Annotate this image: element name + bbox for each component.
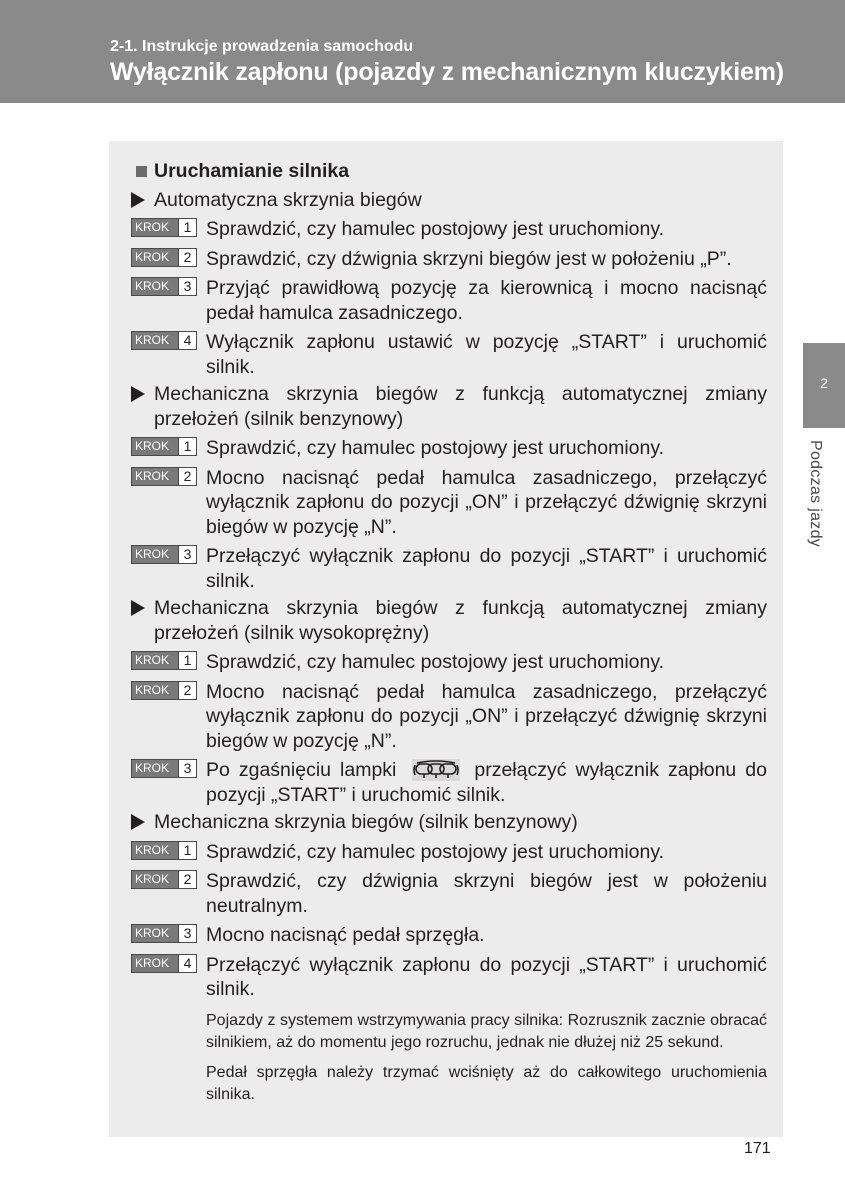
step-number: 4 xyxy=(178,332,196,349)
step-item xyxy=(131,680,767,754)
group-heading xyxy=(131,188,767,213)
step-item xyxy=(131,953,767,1002)
step-item xyxy=(131,840,767,865)
chapter-label: Podczas jazdy xyxy=(807,440,824,548)
notes xyxy=(206,1010,767,1106)
section-breadcrumb: 2-1. Instrukcje prowadzenia samochodu xyxy=(110,38,414,55)
step-number: 2 xyxy=(178,682,196,699)
note-paragraph: Pojazdy z systemem wstrzymywania pracy silnika: Rozrusznik zacznie obracać silnikiem, aż do momentu jego rozruchu, jednak nie dłużej niż 25 sekund. xyxy=(206,1011,767,1051)
step-badge xyxy=(131,331,197,350)
step-badge xyxy=(131,437,197,456)
step-badge xyxy=(131,759,197,778)
step-badge xyxy=(131,651,197,670)
note-paragraph: Pedał sprzęgła należy trzymać wciśnięty aż do całkowitego uruchomienia silnika. xyxy=(206,1063,767,1103)
step-number: 1 xyxy=(178,652,196,669)
step-badge xyxy=(131,681,197,700)
step-text: Przełączyć wyłącznik zapłonu do pozycji „START” i uruchomić silnik. xyxy=(206,953,767,1000)
triangle-bullet-icon xyxy=(131,814,145,830)
step-text: Sprawdzić, czy dźwignia skrzyni biegów jest w położeniu neutralnym. xyxy=(206,870,767,917)
step-text: Sprawdzić, czy hamulec postojowy jest uruchomiony. xyxy=(206,437,665,459)
step-item xyxy=(131,650,767,675)
section-title-text: Uruchamianie silnika xyxy=(154,160,350,182)
group-heading-text: Automatyczna skrzynia biegów xyxy=(154,188,422,211)
step-text: Sprawdzić, czy hamulec postojowy jest uruchomiony. xyxy=(206,651,665,673)
step-badge-word: KROK xyxy=(132,652,178,669)
group-heading xyxy=(131,810,767,835)
step-badge xyxy=(131,467,197,486)
step-number: 3 xyxy=(178,546,196,563)
step-badge-word: KROK xyxy=(132,955,178,972)
step-number: 3 xyxy=(178,278,196,295)
step-badge-word: KROK xyxy=(132,332,178,349)
step-number: 4 xyxy=(178,955,196,972)
group-heading-text: Mechaniczna skrzynia biegów (silnik benzynowy) xyxy=(154,811,578,833)
triangle-bullet-icon xyxy=(131,192,145,208)
step-badge-word: KROK xyxy=(132,438,178,455)
page-number: 171 xyxy=(744,1140,771,1157)
step-number: 2 xyxy=(178,468,196,485)
step-item xyxy=(131,247,767,272)
triangle-bullet-icon xyxy=(131,600,145,616)
step-item xyxy=(131,276,767,325)
step-number: 2 xyxy=(178,249,196,266)
step-text xyxy=(206,758,767,807)
step-number: 3 xyxy=(178,925,196,942)
step-badge xyxy=(131,218,197,237)
step-badge xyxy=(131,277,197,296)
step-text: Przyjąć prawidłową pozycję za kierownicą i mocno nacisnąć pedał hamulca zasadniczego. xyxy=(206,277,767,324)
step-badge-word: KROK xyxy=(132,219,178,236)
step-item xyxy=(131,544,767,593)
step-item xyxy=(131,923,767,948)
step-number: 1 xyxy=(178,438,196,455)
step-text: Przełączyć wyłącznik zapłonu do pozycji „START” i uruchomić silnik. xyxy=(206,545,767,592)
step-number: 2 xyxy=(178,871,196,888)
step-badge-word: KROK xyxy=(132,871,178,888)
section-title xyxy=(136,159,767,184)
step-text: Mocno nacisnąć pedał sprzęgła. xyxy=(206,924,485,946)
group-heading xyxy=(131,382,767,431)
step-badge-word: KROK xyxy=(132,546,178,563)
step-text: Mocno nacisnąć pedał hamulca zasadniczego, przełączyć wyłącznik zapłonu do pozycji „ON” i przełączyć dźwignię skrzyni biegów w pozycję „N”. xyxy=(206,466,767,538)
group-heading xyxy=(131,596,767,645)
step-badge-word: KROK xyxy=(132,760,178,777)
group-heading-text: Mechaniczna skrzynia biegów z funkcją automatycznej zmiany przełożeń (silnik wysokoprężny) xyxy=(154,597,767,644)
step-text: Wyłącznik zapłonu ustawić w pozycję „START” i uruchomić silnik. xyxy=(206,331,767,378)
square-bullet-icon xyxy=(136,166,147,177)
step-item xyxy=(131,466,767,540)
step-badge-word: KROK xyxy=(132,682,178,699)
step-text: Sprawdzić, czy dźwignia skrzyni biegów jest w położeniu „P”. xyxy=(206,247,732,270)
step-text: Sprawdzić, czy hamulec postojowy jest uruchomiony. xyxy=(206,840,665,863)
step-badge xyxy=(131,248,197,267)
step-number: 1 xyxy=(178,842,196,859)
step-item xyxy=(131,869,767,918)
step-badge xyxy=(131,924,197,943)
content-inner xyxy=(131,159,767,1114)
page-title: Wyłącznik zapłonu (pojazdy z mechanicznym kluczykiem) xyxy=(110,58,784,86)
step-text-before: Po zgaśnięciu lampki xyxy=(206,759,397,781)
step-item xyxy=(131,758,767,807)
chapter-number: 2 xyxy=(820,375,828,391)
glow-plug-indicator-icon xyxy=(412,759,460,781)
step-badge-word: KROK xyxy=(132,842,178,859)
step-item xyxy=(131,436,767,461)
step-badge-word: KROK xyxy=(132,925,178,942)
step-badge-word: KROK xyxy=(132,249,178,266)
step-badge xyxy=(131,841,197,860)
step-text-after: przełączyć wyłącznik zapłonu do pozycji „START” i uruchomić silnik. xyxy=(206,759,767,806)
step-number: 3 xyxy=(178,760,196,777)
step-item xyxy=(131,330,767,379)
step-badge-word: KROK xyxy=(132,468,178,485)
step-badge-word: KROK xyxy=(132,278,178,295)
step-text: Sprawdzić, czy hamulec postojowy jest uruchomiony. xyxy=(206,218,665,240)
page-header xyxy=(0,0,845,103)
step-badge xyxy=(131,870,197,889)
chapter-tab xyxy=(803,343,845,428)
content-box xyxy=(109,141,783,1137)
group-heading-text: Mechaniczna skrzynia biegów z funkcją automatycznej zmiany przełożeń (silnik benzynowy) xyxy=(154,383,767,430)
step-number: 1 xyxy=(178,219,196,236)
step-badge xyxy=(131,545,197,564)
triangle-bullet-icon xyxy=(131,386,145,402)
step-text: Mocno nacisnąć pedał hamulca zasadniczego, przełączyć wyłącznik zapłonu do pozycji „ON” i przełączyć dźwignię skrzyni biegów w pozycję „N”. xyxy=(206,680,767,752)
step-item xyxy=(131,217,767,242)
step-badge xyxy=(131,954,197,973)
